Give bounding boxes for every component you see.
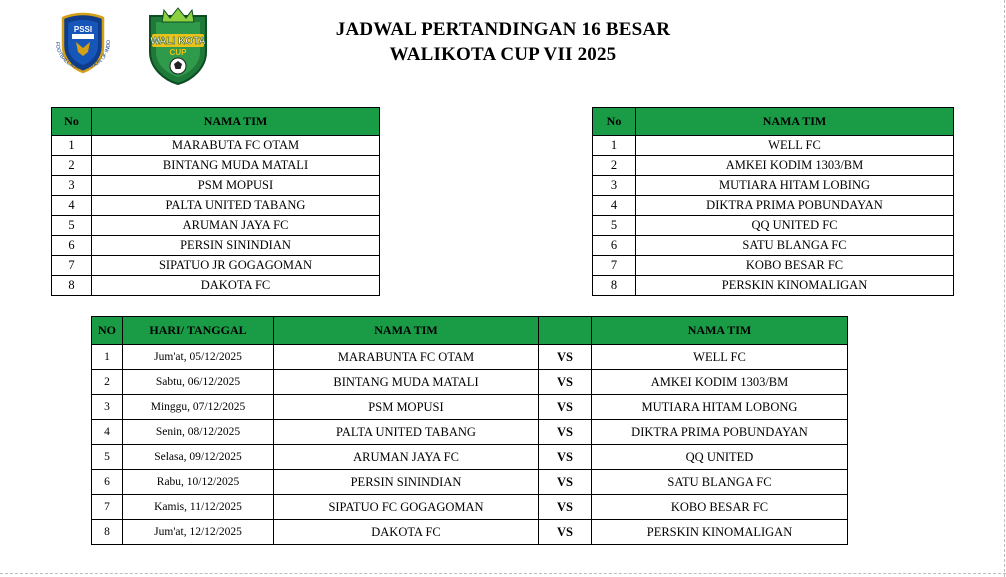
row-number: 2	[593, 156, 636, 176]
group-a-team-table	[51, 107, 380, 296]
table-row	[52, 256, 380, 276]
versus-label: VS	[539, 345, 592, 370]
table-row	[52, 136, 380, 156]
column-header-away-team: NAMA TIM	[592, 317, 848, 345]
match-date: Selasa, 09/12/2025	[123, 445, 274, 470]
table-row	[593, 176, 954, 196]
away-team: AMKEI KODIM 1303/BM	[592, 370, 848, 395]
column-header-home-team: NAMA TIM	[274, 317, 539, 345]
table-row	[52, 216, 380, 236]
versus-label: VS	[539, 420, 592, 445]
match-date: Kamis, 11/12/2025	[123, 495, 274, 520]
team-name: AMKEI KODIM 1303/BM	[636, 156, 954, 176]
versus-label: VS	[539, 395, 592, 420]
team-name: SATU BLANGA FC	[636, 236, 954, 256]
match-date: Jum'at, 12/12/2025	[123, 520, 274, 545]
row-number: 6	[593, 236, 636, 256]
match-date: Sabtu, 06/12/2025	[123, 370, 274, 395]
column-header-no: No	[52, 108, 92, 136]
match-number: 2	[92, 370, 123, 395]
row-number: 4	[52, 196, 92, 216]
page-title: JADWAL PERTANDINGAN 16 BESAR	[335, 19, 671, 40]
column-header-vs	[539, 317, 592, 345]
row-number: 4	[593, 196, 636, 216]
table-row	[593, 136, 954, 156]
row-number: 7	[593, 256, 636, 276]
versus-label: VS	[539, 495, 592, 520]
match-number: 4	[92, 420, 123, 445]
match-date: Rabu, 10/12/2025	[123, 470, 274, 495]
match-date: Senin, 08/12/2025	[123, 420, 274, 445]
team-name: PERSKIN KINOMALIGAN	[636, 276, 954, 296]
table-row	[92, 470, 848, 495]
away-team: SATU BLANGA FC	[592, 470, 848, 495]
table-header-row	[92, 317, 848, 345]
row-number: 7	[52, 256, 92, 276]
column-header-team: NAMA TIM	[636, 108, 954, 136]
row-number: 2	[52, 156, 92, 176]
row-number: 5	[593, 216, 636, 236]
table-row	[92, 420, 848, 445]
team-name: PALTA UNITED TABANG	[92, 196, 380, 216]
table-row	[92, 370, 848, 395]
table-row	[52, 236, 380, 256]
home-team: PALTA UNITED TABANG	[274, 420, 539, 445]
team-name: SIPATUO JR GOGAGOMAN	[92, 256, 380, 276]
page-subtitle: WALIKOTA CUP VII 2025	[389, 44, 617, 65]
table-row	[593, 196, 954, 216]
team-name: ARUMAN JAYA FC	[92, 216, 380, 236]
column-header-team: NAMA TIM	[92, 108, 380, 136]
away-team: MUTIARA HITAM LOBONG	[592, 395, 848, 420]
table-row	[593, 256, 954, 276]
group-b-team-table	[592, 107, 954, 296]
away-team: WELL FC	[592, 345, 848, 370]
away-team: KOBO BESAR FC	[592, 495, 848, 520]
column-header-no: NO	[92, 317, 123, 345]
row-number: 5	[52, 216, 92, 236]
versus-label: VS	[539, 445, 592, 470]
column-header-no: No	[593, 108, 636, 136]
away-team: PERSKIN KINOMALIGAN	[592, 520, 848, 545]
sheet-edge-bottom	[0, 573, 1006, 574]
team-name: WELL FC	[636, 136, 954, 156]
row-number: 3	[52, 176, 92, 196]
row-number: 8	[593, 276, 636, 296]
away-team: QQ UNITED	[592, 445, 848, 470]
walikota-logo-cup-text: CUP	[169, 48, 187, 57]
match-date: Jum'at, 05/12/2025	[123, 345, 274, 370]
table-row	[92, 395, 848, 420]
team-name: DIKTRA PRIMA POBUNDAYAN	[636, 196, 954, 216]
team-name: DAKOTA FC	[92, 276, 380, 296]
table-row	[593, 236, 954, 256]
team-name: QQ UNITED FC	[636, 216, 954, 236]
table-header-row	[593, 108, 954, 136]
away-team: DIKTRA PRIMA POBUNDAYAN	[592, 420, 848, 445]
home-team: DAKOTA FC	[274, 520, 539, 545]
column-header-date: HARI/ TANGGAL	[123, 317, 274, 345]
table-row	[92, 520, 848, 545]
match-schedule-table	[91, 316, 848, 545]
table-row	[52, 156, 380, 176]
versus-label: VS	[539, 470, 592, 495]
team-name: MUTIARA HITAM LOBING	[636, 176, 954, 196]
match-number: 3	[92, 395, 123, 420]
home-team: SIPATUO FC GOGAGOMAN	[274, 495, 539, 520]
team-name: KOBO BESAR FC	[636, 256, 954, 276]
table-row	[92, 495, 848, 520]
row-number: 1	[52, 136, 92, 156]
table-row	[52, 176, 380, 196]
match-number: 8	[92, 520, 123, 545]
sheet-edge-right	[1004, 0, 1005, 577]
team-name: PERSIN SININDIAN	[92, 236, 380, 256]
row-number: 8	[52, 276, 92, 296]
home-team: PERSIN SININDIAN	[274, 470, 539, 495]
match-date: Minggu, 07/12/2025	[123, 395, 274, 420]
table-row	[593, 276, 954, 296]
row-number: 1	[593, 136, 636, 156]
table-row	[52, 196, 380, 216]
versus-label: VS	[539, 520, 592, 545]
team-name: MARABUTA FC OTAM	[92, 136, 380, 156]
versus-label: VS	[539, 370, 592, 395]
home-team: ARUMAN JAYA FC	[274, 445, 539, 470]
home-team: BINTANG MUDA MATALI	[274, 370, 539, 395]
home-team: PSM MOPUSI	[274, 395, 539, 420]
walikota-logo-text: WALI KOTA	[150, 36, 206, 47]
table-row	[593, 216, 954, 236]
pssi-logo-ring-text: FOOTBALL ASSOCIATION OF INDO	[53, 40, 113, 72]
team-name: PSM MOPUSI	[92, 176, 380, 196]
pssi-logo	[48, 8, 118, 84]
home-team: MARABUNTA FC OTAM	[274, 345, 539, 370]
team-name: BINTANG MUDA MATALI	[92, 156, 380, 176]
match-number: 1	[92, 345, 123, 370]
table-header-row	[52, 108, 380, 136]
table-row	[92, 445, 848, 470]
row-number: 3	[593, 176, 636, 196]
pssi-logo-text: PSSI	[73, 25, 93, 34]
row-number: 6	[52, 236, 92, 256]
table-row	[52, 276, 380, 296]
table-row	[593, 156, 954, 176]
match-number: 5	[92, 445, 123, 470]
match-number: 6	[92, 470, 123, 495]
walikota-cup-logo	[140, 6, 216, 86]
match-number: 7	[92, 495, 123, 520]
table-row	[92, 345, 848, 370]
